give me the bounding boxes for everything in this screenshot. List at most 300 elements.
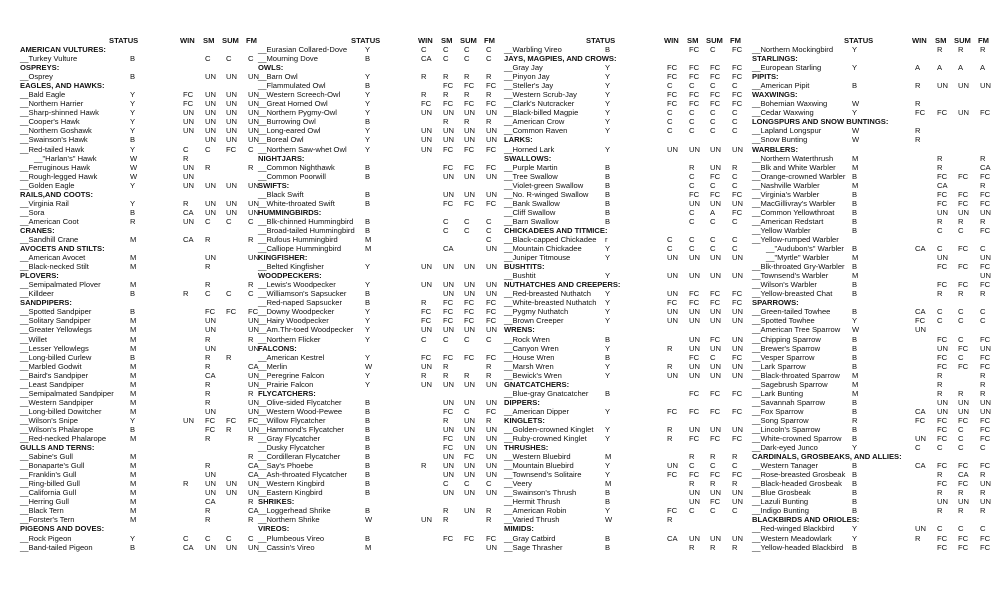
abundance-w: C (667, 117, 673, 127)
status-code: B (365, 506, 371, 516)
status-code: M (852, 370, 859, 380)
abundance-su: A (958, 63, 964, 73)
abundance-sm: FC (443, 144, 454, 154)
checklist-column-4 (752, 45, 991, 552)
abundance-sm: FC (937, 198, 948, 208)
abundance-su: UN (226, 207, 237, 217)
abundance-sm: UN (937, 397, 948, 407)
species-name: __ American Kestrel (258, 353, 324, 362)
abundance-su: UN (226, 90, 237, 100)
checklist-column-2 (258, 45, 497, 552)
species-row (258, 335, 494, 344)
species-row (20, 253, 259, 263)
abundance-fm: C (248, 289, 254, 299)
abundance-su: R (464, 90, 470, 100)
species-name: __ Eurasian Collared-Dove (258, 45, 347, 54)
species-row (504, 424, 743, 434)
species-row (752, 235, 988, 244)
status-code: Y (365, 45, 371, 54)
status-code: B (605, 216, 611, 226)
species-name: __ Semipalmated Plover (20, 280, 101, 289)
abundance-fm: R (486, 117, 492, 127)
status-code: M (130, 234, 137, 244)
abundance-w: R (915, 533, 921, 543)
abundance-w: UN (421, 108, 432, 118)
section-heading (504, 262, 740, 271)
status-code: B (365, 470, 371, 480)
abundance-sm: UN (205, 108, 216, 118)
species-row (20, 534, 256, 543)
abundance-sm: FC (937, 352, 948, 362)
status-code: B (852, 434, 858, 444)
abundance-su: C (710, 81, 716, 91)
abundance-su: FC (958, 189, 969, 199)
abundance-w: UN (183, 162, 194, 172)
species-name: __ American Dipper (504, 407, 569, 416)
abundance-sm: R (689, 162, 695, 172)
status-code: B (130, 424, 136, 434)
abundance-su: UN (226, 72, 237, 82)
abundance-w: UN (667, 307, 678, 317)
abundance-w: FC (667, 72, 678, 82)
abundance-su: C (710, 234, 716, 244)
species-row (504, 452, 740, 461)
abundance-su: FC (710, 497, 721, 507)
section-title: GULLS AND TERNS: (20, 443, 95, 453)
species-name: __ Long-eared Owl (258, 126, 321, 135)
species-row (258, 506, 494, 515)
species-name: __ "Audubon's" Warbler (752, 244, 844, 253)
species-name: __ Black Tern (20, 506, 64, 515)
species-name: __ Lapland Longspur (752, 126, 821, 135)
abundance-sm: R (937, 470, 943, 480)
species-name: __ Snow Bunting (752, 135, 807, 144)
abundance-su: FC (464, 352, 475, 362)
abundance-fm: UN (486, 434, 497, 444)
species-row (20, 172, 256, 181)
abundance-sm: C (937, 524, 943, 534)
status-code: B (852, 334, 858, 344)
status-code: Y (605, 271, 611, 281)
abundance-w: A (915, 63, 921, 73)
status-code: B (605, 334, 611, 344)
status-code: B (852, 542, 858, 552)
abundance-fm: FC (980, 334, 991, 344)
status-code: Y (605, 99, 611, 109)
species-row (752, 325, 988, 334)
abundance-fm: UN (486, 289, 497, 299)
status-code: B (365, 397, 371, 407)
status-code: W (852, 135, 860, 145)
section-title: SANDPIPERS: (20, 298, 72, 308)
abundance-fm: UN (486, 262, 497, 272)
species-row (752, 63, 988, 72)
section-title: WOODPECKERS: (258, 271, 322, 281)
status-code: M (130, 470, 137, 480)
status-code: M (130, 370, 137, 380)
abundance-su: UN (226, 108, 237, 118)
abundance-su: UN (464, 461, 475, 471)
status-code: B (605, 198, 611, 208)
abundance-sm: C (689, 461, 695, 471)
species-row (258, 470, 497, 480)
species-row (752, 389, 988, 398)
species-name: __ Western Screech-Owl (258, 90, 340, 99)
abundance-fm: CA (248, 506, 259, 516)
abundance-sm: FC (689, 434, 700, 444)
section-title: FALCONS: (258, 343, 297, 353)
abundance-fm: R (248, 515, 254, 525)
abundance-su: C (958, 225, 964, 235)
abundance-su: C (710, 461, 716, 471)
status-code: M (130, 316, 137, 326)
section-title: KINGLETS: (504, 415, 545, 425)
abundance-sm: R (443, 117, 449, 127)
section-title: THRUSHES: (504, 443, 549, 453)
abundance-sm: UN (937, 343, 948, 353)
section-title: STARLINGS: (752, 54, 798, 64)
species-name: __ Cassin's Vireo (258, 543, 315, 552)
species-row (752, 154, 988, 163)
abundance-fm: C (486, 234, 492, 244)
species-row (258, 362, 494, 371)
species-name: __ Townsend's Warbler (752, 271, 828, 280)
abundance-sm: UN (689, 533, 700, 543)
species-name: __ Peregrine Falcon (258, 371, 324, 380)
abundance-su: UN (710, 271, 721, 281)
species-name: __ Hermit Thrush (504, 497, 560, 506)
section-heading (504, 135, 740, 144)
species-name: __ Common Nighthawk (258, 163, 335, 172)
species-name: __ Blk-throated Gry-Warbler (752, 262, 845, 271)
abundance-su: UN (710, 307, 721, 317)
abundance-fm: UN (486, 126, 497, 136)
abundance-fm: UN (980, 343, 991, 353)
abundance-sm: C (937, 307, 943, 317)
species-name: __ Western Kingbird (258, 479, 325, 488)
abundance-su: UN (710, 343, 721, 353)
abundance-fm: C (732, 117, 738, 127)
abundance-su: FC (226, 144, 237, 154)
section-title: AVOCETS AND STILTS: (20, 244, 105, 254)
species-row (752, 371, 988, 380)
abundance-sm: C (689, 216, 695, 226)
section-title: WARBLERS: (752, 144, 798, 154)
species-row (20, 99, 259, 109)
status-code: Y (605, 361, 611, 371)
abundance-su: UN (464, 434, 475, 444)
species-name: __ "Myrtle" Warbler (752, 253, 829, 262)
abundance-fm: UN (980, 406, 991, 416)
species-name: __ Tree Swallow (504, 172, 558, 181)
abundance-su: FC (710, 99, 721, 109)
species-row (504, 244, 740, 253)
abundance-fm: FC (732, 72, 743, 82)
species-row (752, 108, 991, 118)
abundance-su: UN (464, 424, 475, 434)
status-code: M (130, 379, 137, 389)
section-title: WRENS: (504, 325, 535, 335)
abundance-su: UN (464, 189, 475, 199)
status-code: Y (605, 370, 611, 380)
species-row (20, 117, 259, 127)
status-code: B (852, 216, 858, 226)
abundance-su: UN (226, 135, 237, 145)
species-name: __ Ash-throated Flycatcher (258, 470, 347, 479)
abundance-sm: FC (937, 280, 948, 290)
abundance-fm: R (486, 506, 492, 516)
species-name: __ No. R-winged Swallow (504, 190, 588, 199)
abundance-sm: UN (443, 424, 454, 434)
species-row (504, 117, 740, 126)
abundance-w: UN (421, 280, 432, 290)
status-code: M (130, 406, 137, 416)
abundance-su: C (958, 334, 964, 344)
abundance-sm: C (689, 126, 695, 136)
status-code: B (365, 415, 371, 425)
status-code: B (365, 289, 371, 299)
abundance-sm: FC (937, 479, 948, 489)
abundance-w: R (421, 72, 427, 82)
section-title: BUSHTITS: (504, 262, 545, 272)
species-row (752, 217, 988, 226)
species-row (258, 99, 497, 109)
species-name: __ Dusky Flycatcher (258, 443, 325, 452)
abundance-w: C (667, 81, 673, 91)
species-name: __ American Coot (20, 217, 79, 226)
abundance-w: R (667, 515, 673, 525)
section-title: EAGLES, AND HAWKS: (20, 81, 105, 91)
abundance-su: C (710, 108, 716, 118)
abundance-sm: R (205, 352, 211, 362)
status-code: B (365, 171, 371, 181)
status-code: M (852, 379, 859, 389)
abundance-sm: UN (689, 198, 700, 208)
abundance-w: R (183, 289, 189, 299)
abundance-su: UN (464, 135, 475, 145)
abundance-sm: R (205, 262, 211, 272)
abundance-fm: UN (732, 361, 743, 371)
species-row (504, 316, 743, 326)
abundance-fm: CA (248, 361, 259, 371)
status-code: Y (365, 334, 371, 344)
species-row (258, 244, 497, 254)
section-heading (752, 72, 988, 81)
species-name: __ Ruby-crowned Kinglet (504, 434, 587, 443)
species-name: __ Nashville Warbler (752, 181, 820, 190)
abundance-su: FC (464, 307, 475, 317)
abundance-w: FC (667, 99, 678, 109)
abundance-sm: UN (205, 488, 216, 498)
abundance-su: UN (464, 506, 475, 516)
abundance-sm: UN (937, 497, 948, 507)
abundance-fm: C (732, 126, 738, 136)
abundance-sm: FC (937, 171, 948, 181)
abundance-su: C (710, 117, 716, 127)
section-heading (258, 63, 494, 72)
section-heading (504, 398, 740, 407)
abundance-sm: R (937, 388, 943, 398)
species-name: __ Rock Wren (504, 335, 550, 344)
abundance-sm: UN (937, 406, 948, 416)
species-name: __ Clark's Nutcracker (504, 99, 574, 108)
status-code: Y (365, 379, 371, 389)
section-title: BLACKBIRDS AND ORIOLES: (752, 515, 860, 525)
species-name: __ Golden-crowned Kinglet (504, 425, 594, 434)
abundance-sm: R (443, 515, 449, 525)
abundance-fm: FC (732, 90, 743, 100)
status-code: M (130, 253, 137, 263)
species-row (20, 307, 259, 317)
abundance-sm: UN (205, 90, 216, 100)
abundance-sm: UN (689, 334, 700, 344)
species-name: __ Boreal Owl (258, 135, 304, 144)
species-row (20, 397, 259, 407)
abundance-su: UN (464, 126, 475, 136)
abundance-sm: CA (205, 370, 216, 380)
abundance-fm: FC (732, 189, 743, 199)
abundance-fm: UN (248, 135, 259, 145)
section-title: JAYS, MAGPIES, AND CROWS: (504, 54, 617, 64)
species-name: __ White-throated Swift (258, 199, 335, 208)
abundance-su: FC (958, 171, 969, 181)
species-name: __ Bank Swallow (504, 199, 560, 208)
abundance-fm: UN (248, 253, 259, 263)
abundance-su: C (710, 352, 716, 362)
abundance-w: FC (667, 90, 678, 100)
species-row (504, 488, 743, 498)
abundance-sm: FC (443, 298, 454, 308)
abundance-w: C (667, 234, 673, 244)
species-row (258, 108, 497, 118)
species-name: __ Forster's Tern (20, 515, 75, 524)
abundance-fm: C (248, 144, 254, 154)
abundance-sm: C (689, 117, 695, 127)
species-row (504, 99, 743, 109)
abundance-sm: R (937, 153, 943, 163)
species-row (752, 189, 991, 199)
abundance-fm: UN (486, 280, 497, 290)
species-name: __ Virginia Rail (20, 199, 69, 208)
species-row (258, 135, 497, 145)
abundance-sm: UN (443, 189, 454, 199)
abundance-fm: C (732, 171, 738, 181)
species-name: __ Brown Creeper (504, 316, 564, 325)
species-name: __ Common Poorwill (258, 172, 326, 181)
abundance-sm: UN (205, 253, 216, 263)
species-row (504, 515, 740, 524)
species-row (752, 524, 988, 533)
species-name: __ "Harlan's" Hawk (20, 154, 97, 163)
species-row (20, 353, 256, 362)
abundance-w: R (667, 424, 673, 434)
status-code: B (605, 180, 611, 190)
status-code: Y (130, 180, 136, 190)
abundance-fm: C (248, 533, 254, 543)
species-row (504, 198, 743, 208)
status-code: B (365, 162, 371, 172)
status-code: Y (605, 406, 611, 416)
section-heading (752, 54, 988, 63)
abundance-su: C (464, 216, 470, 226)
abundance-sm: C (937, 316, 943, 326)
species-name: __ Broad-tailed Hummingbird (258, 226, 355, 235)
abundance-sm: FC (443, 198, 454, 208)
species-name: __ Green-tailed Towhee (752, 307, 830, 316)
abundance-sm: UN (205, 325, 216, 335)
abundance-fm: C (732, 461, 738, 471)
abundance-sm: R (937, 216, 943, 226)
abundance-sm: UN (443, 280, 454, 290)
species-row (752, 488, 988, 497)
abundance-fm: FC (486, 81, 497, 91)
species-row (258, 126, 497, 136)
status-code: W (852, 325, 860, 335)
abundance-su: FC (464, 316, 475, 326)
abundance-su: FC (958, 343, 969, 353)
status-code: Y (605, 316, 611, 326)
abundance-fm: UN (248, 198, 259, 208)
abundance-sm: R (205, 234, 211, 244)
status-code: Y (365, 144, 371, 154)
abundance-fm: FC (732, 45, 743, 54)
status-code: Y (130, 415, 136, 425)
species-name: __ Spotted Sandpiper (20, 307, 91, 316)
abundance-w: R (421, 90, 427, 100)
species-name: __ Black-headed Grosbeak (752, 479, 842, 488)
status-code: Y (852, 533, 858, 543)
abundance-fm: R (980, 370, 986, 380)
abundance-w: UN (183, 171, 194, 181)
abundance-sm: R (205, 388, 211, 398)
abundance-su: UN (464, 443, 475, 453)
abundance-fm: UN (980, 81, 991, 91)
species-row (504, 207, 743, 217)
header-fm: FM (730, 36, 741, 45)
status-code: M (130, 343, 137, 353)
species-name: __ Red-naped Sapsucker (258, 298, 342, 307)
species-row (20, 506, 259, 516)
species-row (504, 334, 743, 344)
status-code: Y (365, 280, 371, 290)
abundance-fm: R (248, 334, 254, 344)
status-code: M (130, 452, 137, 462)
abundance-sm: C (689, 171, 695, 181)
abundance-fm: C (486, 334, 492, 344)
species-row (258, 488, 497, 498)
status-code: B (852, 198, 858, 208)
species-row (20, 316, 259, 326)
abundance-sm: UN (443, 397, 454, 407)
species-name: __ Marsh Wren (504, 362, 554, 371)
abundance-su: R (710, 542, 716, 552)
species-row (258, 162, 497, 172)
abundance-w: UN (667, 316, 678, 326)
abundance-w: UN (421, 262, 432, 272)
species-row (258, 461, 497, 471)
species-name: __ Veery (504, 479, 532, 488)
abundance-fm: UN (732, 198, 743, 208)
species-row (504, 388, 743, 398)
abundance-su: R (958, 488, 964, 498)
species-row (258, 325, 497, 335)
abundance-sm: UN (443, 488, 454, 498)
abundance-w: R (667, 361, 673, 371)
species-name: __ Western Scrub-Jay (504, 90, 577, 99)
abundance-sm: UN (205, 72, 216, 82)
species-row (504, 45, 743, 54)
species-row (20, 479, 259, 489)
